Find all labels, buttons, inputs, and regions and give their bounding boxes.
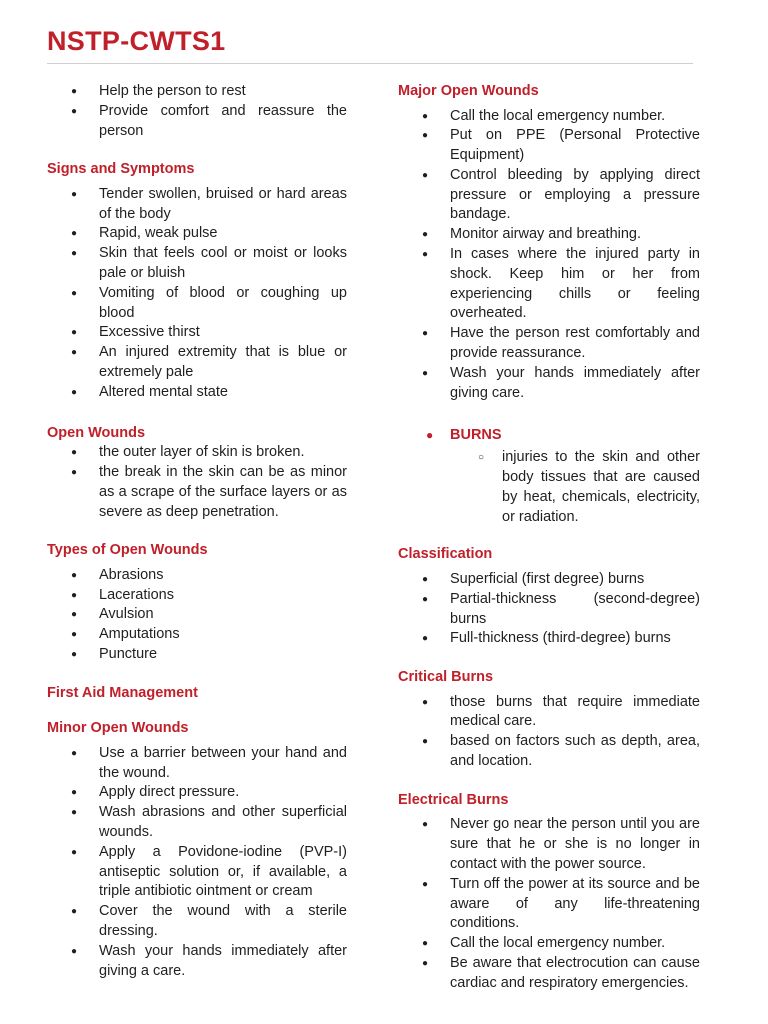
list-item: ● the break in the skin can be as minor as a scrape of the surface layers or as severe as deep penetration. [47,463,347,522]
burns-heading [398,426,700,446]
document-title: NSTP-CWTS1 [47,26,226,56]
major-wounds-heading: Major Open Wounds [398,83,539,99]
list-item: ● Excessive thirst [47,323,347,343]
types-heading: Types of Open Wounds [47,542,208,559]
list-item: ● Tender swollen, bruised or hard areas of the body [47,185,347,225]
open-wounds-heading: Open Wounds [47,424,146,441]
list-item: ● Help the person to rest [47,82,347,102]
classification-heading: Classification [398,546,493,563]
list-item: ● Never go near the person until you are sure that he or she is no longer in contact with the power source. [398,815,700,874]
list-item: ● Superficial (first degree) burns [398,570,700,590]
first-aid-heading: First Aid Management [47,684,198,701]
signs-list [47,185,347,403]
list-item: ● Cover the wound with a sterile dressing. [47,902,347,942]
list-item: ● based on factors such as depth, area, and location. [398,732,700,772]
list-item: ● Avulsion [47,605,347,625]
classification-list [398,570,700,649]
list-item: ● Call the local emergency number. [398,107,700,127]
list-item: ● Apply a Povidone-iodine (PVP-I) antiseptic solution or, if available, a triple antibiotic ointment or cream [47,843,347,902]
left-column [47,82,347,981]
list-item: ● Lacerations [47,586,347,606]
list-item: ● Call the local emergency number. [398,934,700,954]
list-item: ● Abrasions [47,566,347,586]
bullet-icon: ● [426,428,434,443]
list-item: ○ injuries to the skin and other body tissues that are caused by heat, chemicals, electricity, or radiation. [398,448,700,527]
types-list [47,566,347,665]
minor-wounds-list [47,744,347,982]
title-divider [47,63,693,64]
list-item: ● those burns that require immediate medical care. [398,693,700,733]
electrical-burns-list [398,815,700,993]
list-item: ● Control bleeding by applying direct pressure or employing a pressure bandage. [398,166,700,225]
list-item: ● Wash abrasions and other superficial wounds. [47,803,347,843]
list-item: ● Monitor airway and breathing. [398,225,700,245]
list-item: ● Rapid, weak pulse [47,224,347,244]
list-item: ● Put on PPE (Personal Protective Equipment) [398,126,700,166]
electrical-burns-heading: Electrical Burns [398,791,509,808]
list-item: ● Full-thickness (third-degree) burns [398,629,700,649]
list-item: ● Skin that feels cool or moist or looks pale or bluish [47,244,347,284]
list-item: ● Partial-thickness (second-degree) burns [398,590,700,630]
list-item: ● Turn off the power at its source and be aware of any life-threatening conditions. [398,875,700,934]
list-item: ● Wash your hands immediately after giving a care. [47,942,347,982]
list-item: ● Provide comfort and reassure the person [47,102,347,142]
list-item: ● Altered mental state [47,383,347,403]
signs-heading: Signs and Symptoms [47,161,195,178]
right-column [398,82,700,993]
major-wounds-list [398,107,700,404]
list-item: ● Vomiting of blood or coughing up blood [47,284,347,324]
burns-label: BURNS [450,427,502,444]
list-item: ● Use a barrier between your hand and the wound. [47,744,347,784]
list-item: ● Have the person rest comfortably and provide reassurance. [398,324,700,364]
intro-list [47,82,347,141]
burns-sub-list [398,448,700,527]
list-item: ● An injured extremity that is blue or extremely pale [47,343,347,383]
open-wounds-list [47,443,347,522]
list-item: ● Apply direct pressure. [47,783,347,803]
list-item: ● Be aware that electrocution can cause cardiac and respiratory emergencies. [398,954,700,994]
list-item: ● Amputations [47,625,347,645]
critical-burns-heading: Critical Burns [398,669,494,686]
list-item: ● the outer layer of skin is broken. [47,443,347,463]
list-item: ● In cases where the injured party in shock. Keep him or her from experiencing chills or feeling overheated. [398,245,700,324]
minor-wounds-heading: Minor Open Wounds [47,720,189,737]
list-item: ● Puncture [47,645,347,665]
critical-burns-list [398,693,700,772]
list-item: ● Wash your hands immediately after giving care. [398,364,700,404]
